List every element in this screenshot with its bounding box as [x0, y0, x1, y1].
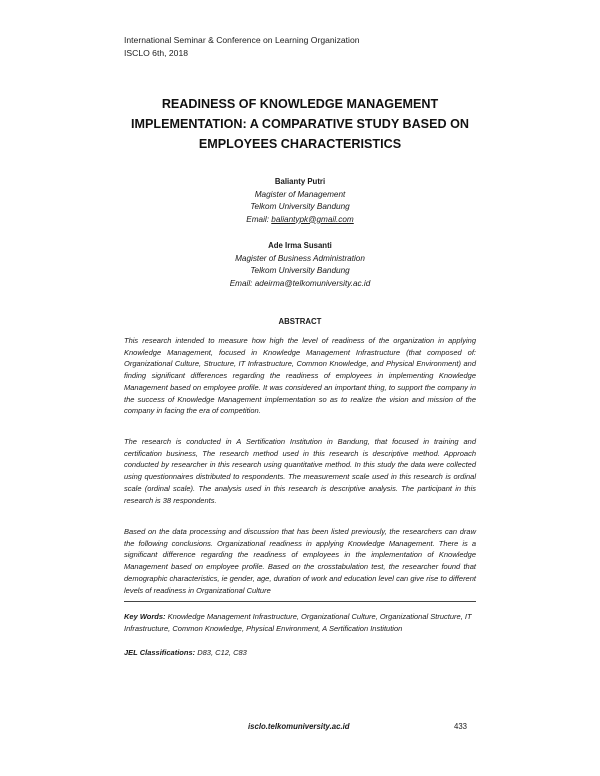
author-program: Magister of Business Administration — [235, 253, 365, 263]
author-name: Balianty Putri — [274, 177, 326, 186]
paper-title — [110, 94, 490, 154]
running-header — [124, 34, 360, 60]
author-name: Ade Irma Susanti — [268, 241, 332, 250]
title-line: IMPLEMENTATION: A COMPARATIVE STUDY BASED ON — [131, 117, 469, 131]
jel-label: JEL Classifications: — [124, 648, 196, 657]
author-university: Telkom University Bandung — [250, 202, 350, 211]
author-program: Magister of Management — [254, 189, 346, 199]
email-label: Email: — [246, 214, 272, 224]
page-number: 433 — [454, 722, 468, 731]
email-label: Email: — [229, 278, 255, 288]
conference-edition: ISCLO 6th, 2018 — [124, 48, 189, 58]
author-email: adeirma@telkomuniversity.ac.id — [254, 278, 371, 288]
keywords-label: Key Words: — [124, 612, 166, 621]
footer-website: isclo.telkomuniversity.ac.id — [248, 722, 350, 731]
keywords-text: Knowledge Management Infrastructure, Organizational Culture, Organizational Structure, IT Infrastructure, Common Knowledge, Physical Environment, A Sertification Institution — [124, 612, 472, 633]
title-line: EMPLOYEES CHARACTERISTICS — [198, 137, 402, 151]
keywords — [124, 611, 476, 634]
author-email-line — [130, 278, 470, 291]
conference-name: International Seminar & Conference on Learning Organization — [124, 35, 360, 45]
abstract-heading: ABSTRACT — [278, 317, 322, 326]
author-email-line — [130, 214, 470, 227]
abstract-paragraph: Based on the data processing and discussion that has been listed previously, the researchers can draw the following conclusions. Organizational readiness in applying Knowledge Management. There is a significant difference regarding the readiness of employees in the implementation of Knowledge Management based on employee profile. Based on the crosstabulation test, the researcher found that demographic characteristics, ie gender, age, duration of work and education level can give rise to different levels of readiness in Organizational Culture — [124, 527, 476, 595]
author-block-2 — [130, 240, 470, 290]
abstract-paragraph: This research intended to measure how high the level of readiness of the organization in applying Knowledge Management, focused in Knowledge Management Infrastructure (that composed of: Organizational Culture, Structure, IT Infrastructure, Common Knowledge, and Physical Environment) and finding significant differences regarding the readiness of employees in implementing Knowledge Management based on employee profile. It was considered an important thing, to support the company in the success of Knowledge Management implementation so as to realize the vision and mission of the company in facing the era of competition. — [124, 336, 476, 416]
author-email-link[interactable]: baliantypk@gmail.com — [271, 214, 354, 224]
jel-text: D83, C12, C83 — [195, 648, 247, 657]
author-block-1 — [130, 176, 470, 226]
title-line: READINESS OF KNOWLEDGE MANAGEMENT — [161, 97, 439, 111]
divider — [124, 601, 476, 602]
jel-classifications — [124, 648, 476, 657]
abstract-paragraph: The research is conducted in A Sertification Institution in Bandung, that focused in training and certification business, The research method used in this research is descriptive method. Approach conducted by researcher in this research using quantitative method. In this study the data were collected using questionnaires distributed to respondents. The measurement scale used in this research is ordinal scale (ordinal scale). The analysis used in this research is descriptive analysis. The participant in this research is 38 respondents. — [124, 437, 476, 505]
author-university: Telkom University Bandung — [250, 266, 350, 275]
